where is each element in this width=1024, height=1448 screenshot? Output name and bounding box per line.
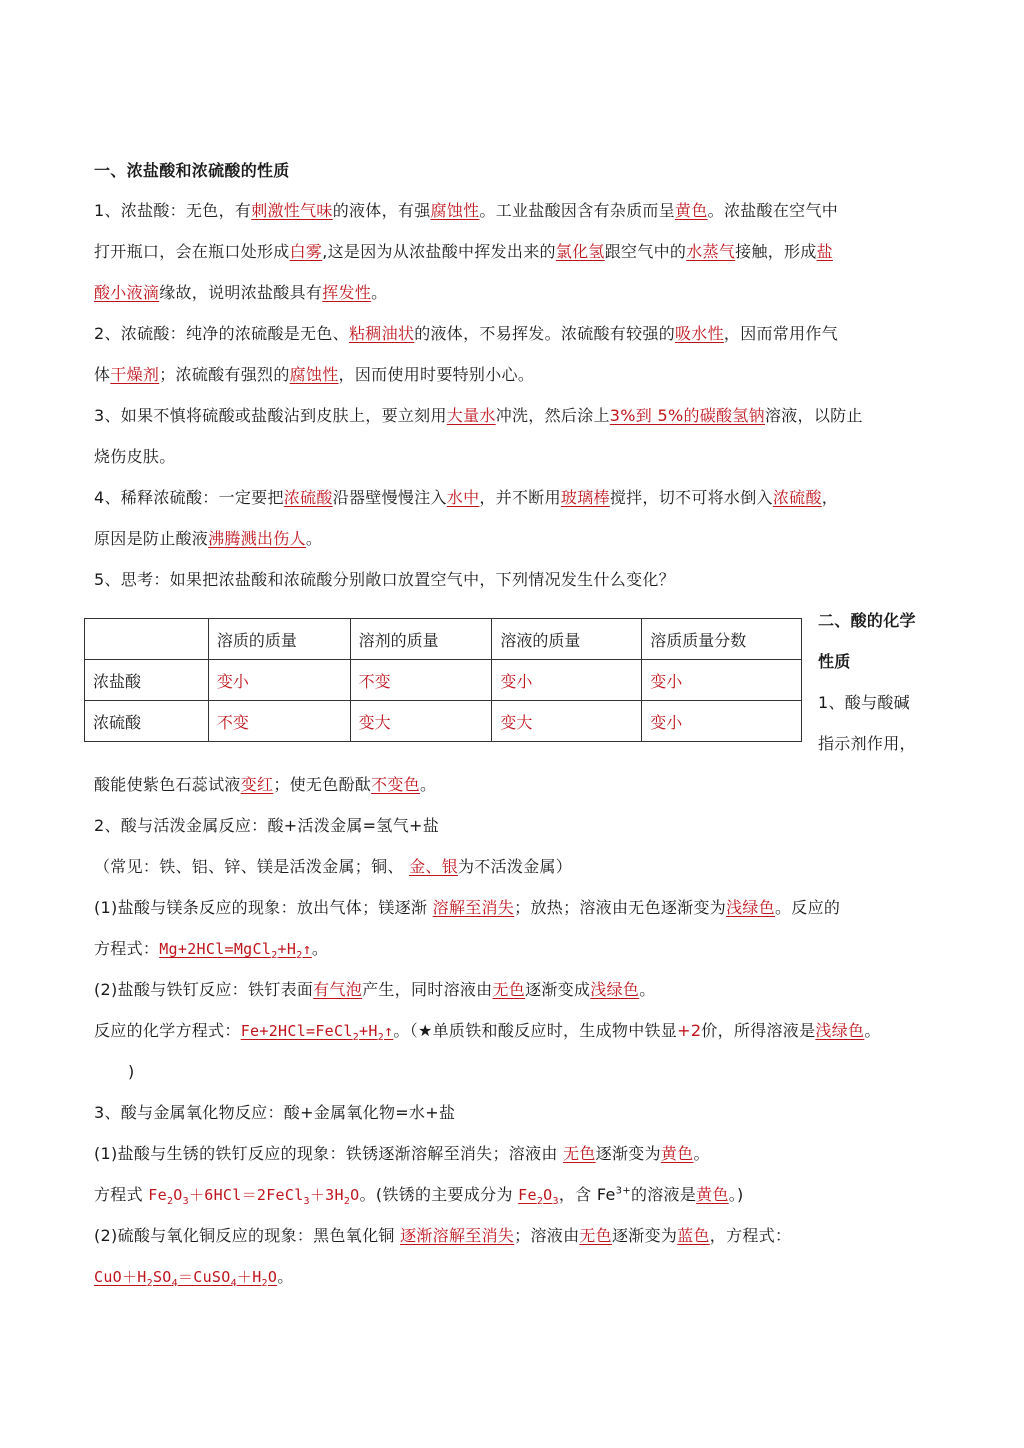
answer: 盐	[816, 242, 833, 261]
answer: 粘稠油状	[348, 324, 415, 343]
eq-sub: 2	[261, 1278, 268, 1289]
item-2-sub-1-line-2	[94, 938, 328, 960]
text: 。	[639, 980, 656, 999]
eq-sub: 2	[377, 1032, 385, 1043]
eq-part: Fe	[518, 1186, 537, 1204]
eq-sub: 3	[303, 1196, 310, 1207]
eq-sub: 2	[166, 1196, 174, 1207]
answer: 浅绿色	[726, 898, 775, 917]
section-2-title-part-1: 二、酸的化学	[818, 611, 916, 630]
paragraph-3-line-1	[94, 405, 863, 427]
answer: 蓝色	[677, 1226, 710, 1245]
text: (2)盐酸与铁钉反应：铁钉表面	[94, 980, 314, 999]
eq-part: ↑	[384, 1022, 394, 1040]
answer: 有气泡	[313, 980, 363, 999]
text: 反应的化学方程式：	[94, 1021, 241, 1040]
text: (2)硫酸与氧化铜反应的现象：黑色氧化铜	[94, 1226, 401, 1245]
item-2-sub-2-line-3: )	[128, 1062, 135, 1081]
text: 。	[311, 939, 329, 958]
answer: 溶解至消失	[432, 898, 515, 917]
answer: 浓硫酸	[772, 488, 822, 507]
eq-part: Fe+2HCl=FeCl	[240, 1022, 353, 1040]
text: 。浓盐酸在空气中	[707, 201, 839, 220]
text: 搅拌，切不可将水倒入	[609, 488, 773, 507]
item-1-text-part-2: 指示剂作用，	[818, 734, 916, 753]
eq-sub: 3	[182, 1196, 189, 1207]
section-2-title-part-2: 性质	[818, 652, 851, 671]
text: ，含 Fe	[558, 1185, 616, 1204]
table-row	[85, 701, 802, 742]
acid-properties-table	[84, 618, 802, 742]
eq-sub: 2	[296, 950, 303, 961]
answer: 浓硫酸	[283, 488, 333, 507]
text: 价，所得溶液是	[701, 1021, 816, 1040]
item-2-sub-2-line-2	[94, 1020, 881, 1042]
equation	[240, 1022, 394, 1043]
text: 。	[305, 529, 323, 548]
table-cell: 不变	[208, 701, 350, 742]
text: 方程式：	[94, 939, 160, 958]
item-1-text-part-1: 1、酸与酸碱	[818, 693, 910, 712]
text: 方程式	[94, 1185, 149, 1204]
text: 1、浓盐酸：无色，有	[94, 201, 252, 220]
text: 溶液，以防止	[764, 406, 863, 425]
eq-part: Mg+2HCl=MgCl	[159, 940, 272, 958]
answer: 逐渐溶解至消失	[400, 1226, 515, 1245]
answer: 变红	[240, 775, 274, 794]
text: 产生，同时溶液由	[362, 980, 493, 999]
answer: 浅绿色	[590, 980, 640, 999]
answer: 吸水性	[675, 324, 724, 343]
table-cell: 变小	[208, 660, 350, 701]
eq-part: ＋H	[236, 1268, 262, 1286]
text: ；溶液由	[514, 1226, 580, 1245]
eq-sub: 3	[552, 1196, 559, 1207]
eq-part: O	[543, 1186, 553, 1204]
text: 。	[693, 1144, 710, 1163]
answer: 浅绿色	[815, 1021, 865, 1040]
table-row-label: 浓硫酸	[85, 701, 209, 742]
text: 4、稀释浓硫酸：一定要把	[94, 488, 284, 507]
text: ,这是因为从浓盐酸中挥发出来的	[322, 242, 556, 261]
equation	[159, 940, 312, 961]
item-3-sub-1-line-1	[94, 1143, 710, 1165]
paragraph-4-line-1	[94, 487, 838, 509]
item-3-sub-2-line-1	[94, 1225, 791, 1247]
text: 。	[371, 283, 388, 302]
item-3-title: 3、酸与金属氧化物反应：酸+金属氧化物=水+盐	[94, 1103, 456, 1122]
text: (1)盐酸与生锈的铁钉反应的现象：铁锈逐渐溶解至消失；溶液由	[94, 1144, 564, 1163]
paragraph-5: 5、思考：如果把浓盐酸和浓硫酸分别敞口放置空气中，下列情况发生什么变化？	[94, 570, 675, 589]
table-row-label: 浓盐酸	[85, 660, 209, 701]
text: 。反应的	[774, 898, 841, 917]
table-row	[85, 660, 802, 701]
text: 。	[277, 1267, 294, 1286]
item-2-sub-2-line-1	[94, 979, 656, 1001]
text: 烧伤皮肤。	[94, 447, 176, 466]
answer: 玻璃棒	[560, 488, 610, 507]
eq-part: O	[267, 1268, 278, 1286]
eq-part: CuO＋H	[94, 1268, 147, 1286]
answer: 水中	[446, 488, 480, 507]
eq-part: O	[350, 1186, 360, 1204]
paragraph-3-line-2	[94, 446, 176, 468]
table-cell: 变大	[350, 701, 492, 742]
eq-part: ＋6HCl＝2FeCl	[188, 1186, 304, 1204]
table-cell: 变小	[642, 701, 802, 742]
answer: 挥发性	[322, 283, 372, 302]
eq-part: SO	[152, 1268, 172, 1286]
table-header-cell: 溶液的质量	[492, 619, 642, 660]
section-1-title: 一、浓盐酸和浓硫酸的性质	[94, 161, 290, 180]
paragraph-2-line-2	[94, 364, 534, 386]
text: ，	[821, 488, 839, 507]
text: ；放热；溶液由无色逐渐变为	[514, 898, 727, 917]
eq-sub: 2	[343, 1196, 351, 1207]
paragraph-1-line-1	[94, 200, 838, 222]
text: 3、如果不慎将硫酸或盐酸沾到皮肤上，要立刻用	[94, 406, 447, 425]
answer: 无色	[492, 980, 526, 999]
text: 沿器壁慢慢注入	[332, 488, 447, 507]
text: 打开瓶口，会在瓶口处形成	[94, 242, 290, 261]
text: 。工业盐酸因含有杂质而呈	[479, 201, 676, 220]
text: 冲洗，然后涂上	[495, 406, 610, 425]
text: ；使无色酚酞	[273, 775, 372, 794]
table-cell: 变小	[492, 660, 642, 701]
paragraph-4-line-2	[94, 528, 322, 550]
answer: 不变色	[371, 775, 421, 794]
table-cell: 变大	[492, 701, 642, 742]
text: 酸能使紫色石蕊试液	[94, 775, 241, 794]
table-header-cell: 溶剂的质量	[350, 619, 492, 660]
item-1-text-part-3	[94, 774, 436, 796]
answer: 黄色	[675, 201, 708, 220]
text: 的液体，不易挥发。浓硫酸有较强的	[414, 324, 675, 343]
ion-charge: 3+	[615, 1185, 631, 1197]
eq-part: ＝CuSO	[177, 1268, 231, 1286]
text: 。	[864, 1021, 881, 1040]
equation	[94, 1268, 278, 1289]
eq-sub: 2	[536, 1196, 544, 1207]
text: 为不活泼金属）	[458, 857, 573, 876]
text: 接触，形成	[735, 242, 817, 261]
answer: 沸腾溅出伤人	[208, 529, 306, 548]
answer: 刺激性气味	[251, 201, 333, 220]
answer: 水蒸气	[686, 242, 736, 261]
table-cell: 变小	[642, 660, 802, 701]
text: 的液体，有强	[332, 201, 431, 220]
eq-part: Fe	[148, 1186, 167, 1204]
equation	[148, 1186, 360, 1207]
answer: 黄色	[660, 1144, 694, 1163]
table-cell: 不变	[350, 660, 492, 701]
table-header-row	[85, 619, 802, 660]
answer: 腐蚀性	[289, 365, 339, 384]
answer: 腐蚀性	[430, 201, 480, 220]
text: ，并不断用	[479, 488, 561, 507]
text: 。)	[728, 1185, 744, 1204]
answer: 3%到 5%的碳酸氢钠	[609, 406, 765, 425]
text: (1)盐酸与镁条反应的现象：放出气体；镁逐渐	[94, 898, 433, 917]
table-header-cell	[85, 619, 209, 660]
paragraph-1-line-3	[94, 282, 387, 304]
item-3-sub-2-line-2	[94, 1266, 294, 1288]
item-2-title: 2、酸与活泼金属反应：酸+活泼金属=氢气+盐	[94, 816, 439, 835]
eq-part: O	[173, 1186, 183, 1204]
text: 体	[94, 365, 111, 384]
text: ；浓硫酸有强烈的	[159, 365, 290, 384]
answer: 无色	[579, 1226, 612, 1245]
table-header-cell: 溶质质量分数	[642, 619, 802, 660]
text: 逐渐变为	[611, 1226, 678, 1245]
table-header-cell: 溶质的质量	[208, 619, 350, 660]
text: 原因是防止酸液	[94, 529, 209, 548]
text: 。（★单质铁和酸反应时，生成物中铁显	[393, 1021, 678, 1040]
text: 。	[420, 775, 437, 794]
eq-sub: 2	[146, 1278, 153, 1289]
eq-sub: 4	[230, 1278, 237, 1289]
text: ，方程式：	[709, 1226, 792, 1245]
eq-sub: 2	[352, 1032, 360, 1043]
text: 跟空气中的	[604, 242, 687, 261]
text: ，因而使用时要特别小心。	[338, 365, 535, 384]
answer: 金、银	[409, 857, 458, 876]
paragraph-2-line-1	[94, 323, 838, 345]
answer: 大量水	[446, 406, 496, 425]
text: ，因而常用作气	[723, 324, 839, 343]
item-2-note	[94, 856, 572, 878]
answer: 无色	[563, 1144, 596, 1163]
answer: 氯化氢	[555, 242, 605, 261]
text: 缘故，说明浓盐酸具有	[159, 283, 323, 302]
text: 逐渐变为	[595, 1144, 661, 1163]
valence-value: +2	[677, 1021, 702, 1040]
eq-part: ＋3H	[309, 1186, 344, 1204]
text: 。(铁锈的主要成分为	[359, 1185, 519, 1204]
text: 2、浓硫酸：纯净的浓硫酸是无色、	[94, 324, 349, 343]
item-2-sub-1-line-1	[94, 897, 840, 919]
eq-part: +H	[277, 940, 297, 958]
eq-part: +H	[359, 1022, 378, 1040]
answer: 干燥剂	[110, 365, 160, 384]
answer: 酸小液滴	[94, 283, 160, 302]
rust-formula	[518, 1186, 559, 1207]
paragraph-1-line-2	[94, 241, 833, 263]
answer: 黄色	[696, 1185, 729, 1204]
text: （常见：铁、铝、锌、镁是活泼金属；铜、	[94, 857, 410, 876]
answer: 白雾	[289, 242, 323, 261]
text: 逐渐变成	[525, 980, 591, 999]
eq-part: ↑	[302, 940, 312, 958]
eq-sub: 4	[171, 1278, 178, 1289]
item-3-sub-1-line-2	[94, 1184, 744, 1206]
text: 的溶液是	[630, 1185, 697, 1204]
eq-sub: 2	[271, 950, 278, 961]
